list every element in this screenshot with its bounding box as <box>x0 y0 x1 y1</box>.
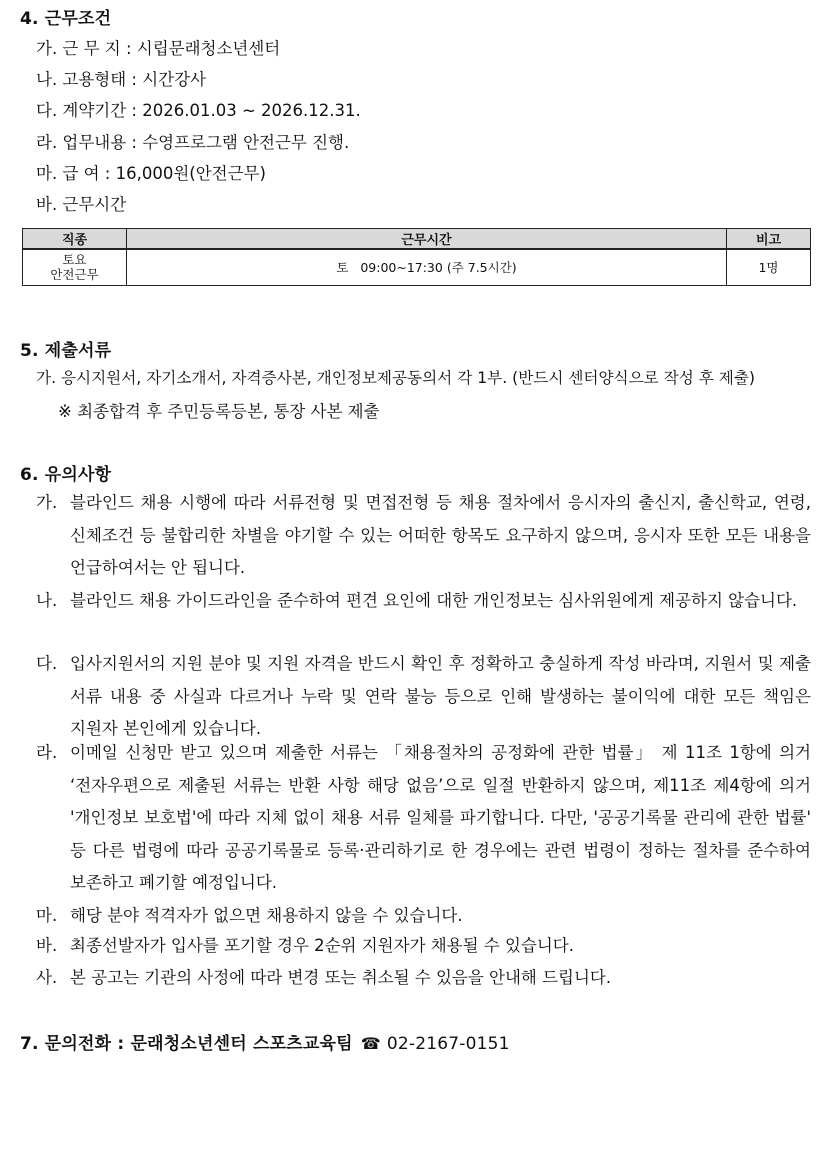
notice-item-da <box>36 648 811 746</box>
telephone-icon: ☎ <box>360 1034 381 1053</box>
work-hours-label: 바. 근무시간 <box>36 195 127 214</box>
section-6-title: 6. 유의사항 <box>20 465 112 485</box>
notice-text: 블라인드 채용 시행에 따라 서류전형 및 면접전형 등 채용 절차에서 응시자의 출신지, 출신학교, 연령, 신체조건 등 불합리한 차별을 야기할 수 있는 어떠한 항목도 요구하지 않으며, 응시자 또한 모든 내용을 언급하여서는 안 됩니다. <box>70 493 811 577</box>
notice-text: 해당 분야 적격자가 없으면 채용하지 않을 수 있습니다. <box>70 906 463 925</box>
notice-label: 가. <box>36 493 58 512</box>
cell-job <box>23 249 127 285</box>
table-header-row <box>23 229 811 250</box>
work-location: 가. 근 무 지 : 시립문래청소년센터 <box>36 39 281 58</box>
notice-item-ma <box>36 900 811 933</box>
employment-type: 나. 고용형태 : 시간강사 <box>36 70 206 89</box>
cell-note: 1명 <box>727 249 811 285</box>
header-hours: 근무시간 <box>127 229 727 250</box>
cell-job-line2: 안전근무 <box>50 267 99 283</box>
notice-item-ba <box>36 930 811 963</box>
notice-text: 본 공고는 기관의 사정에 따라 변경 또는 취소될 수 있음을 안내해 드립니다. <box>70 968 612 987</box>
section-7-contact <box>20 1029 510 1054</box>
notice-label: 라. <box>36 743 58 762</box>
notice-item-ra <box>36 737 811 900</box>
notice-text: 이메일 신청만 받고 있으며 제출한 서류는 「채용절차의 공정화에 관한 법률」 제 11조 1항에 의거 ‘전자우편으로 제출된 서류는 반환 사항 해당 없음’으로 일절 반환하지 않으며, 제11조 제4항에 의거 '개인정보 보호법'에 따라 지체 없이 채용 서류 일체를 파기합니다. 다만, '공공기록물 관리에 관한 법률' 등 다른 법령에 따라 공공기록물로 등록·관리하기로 한 경우에는 관련 법령이 정하는 절차를 준수하여 보존하고 폐기할 예정입니다. <box>70 743 811 892</box>
notice-label: 사. <box>36 968 58 987</box>
notice-item-na <box>36 585 811 618</box>
table-row <box>23 249 811 285</box>
job-description: 라. 업무내용 : 수영프로그램 안전근무 진행. <box>36 133 350 152</box>
section-4-title: 4. 근무조건 <box>20 9 112 29</box>
cell-job-line1: 토요 <box>62 252 87 268</box>
section-5-title: 5. 제출서류 <box>20 341 112 361</box>
cell-hours: 토 09:00~17:30 (주 7.5시간) <box>127 249 727 285</box>
documents-list: 가. 응시지원서, 자기소개서, 자격증사본, 개인정보제공동의서 각 1부. (반드시 센터양식으로 작성 후 제출) <box>36 369 756 387</box>
notice-label: 나. <box>36 591 58 610</box>
notice-label: 마. <box>36 906 58 925</box>
work-hours-table <box>22 228 811 286</box>
notice-item-ga <box>36 487 811 585</box>
notice-text: 최종선발자가 입사를 포기할 경우 2순위 지원자가 채용될 수 있습니다. <box>70 936 574 955</box>
contact-title: 7. 문의전화 : 문래청소년센터 스포츠교육팀 <box>20 1034 353 1054</box>
notice-text: 입사지원서의 지원 분야 및 지원 자격을 반드시 확인 후 정확하고 충실하게 작성 바라며, 지원서 및 제출 서류 내용 중 사실과 다르거나 누락 및 연락 불능 등으로 인해 발생하는 불이익에 대한 모든 책임은 지원자 본인에게 있습니다. <box>70 654 811 738</box>
notice-item-sa <box>36 962 811 995</box>
salary: 마. 급 여 : 16,000원(안전근무) <box>36 164 266 183</box>
header-job: 직종 <box>23 229 127 250</box>
contact-phone: 02-2167-0151 <box>386 1034 510 1054</box>
notice-label: 바. <box>36 936 58 955</box>
notice-label: 다. <box>36 654 58 673</box>
header-note: 비고 <box>727 229 811 250</box>
notice-text: 블라인드 채용 가이드라인을 준수하여 편견 요인에 대한 개인정보는 심사위원에게 제공하지 않습니다. <box>70 591 798 610</box>
documents-note: ※ 최종합격 후 주민등록등본, 통장 사본 제출 <box>58 402 380 421</box>
contract-period: 다. 계약기간 : 2026.01.03 ~ 2026.12.31. <box>36 101 361 120</box>
